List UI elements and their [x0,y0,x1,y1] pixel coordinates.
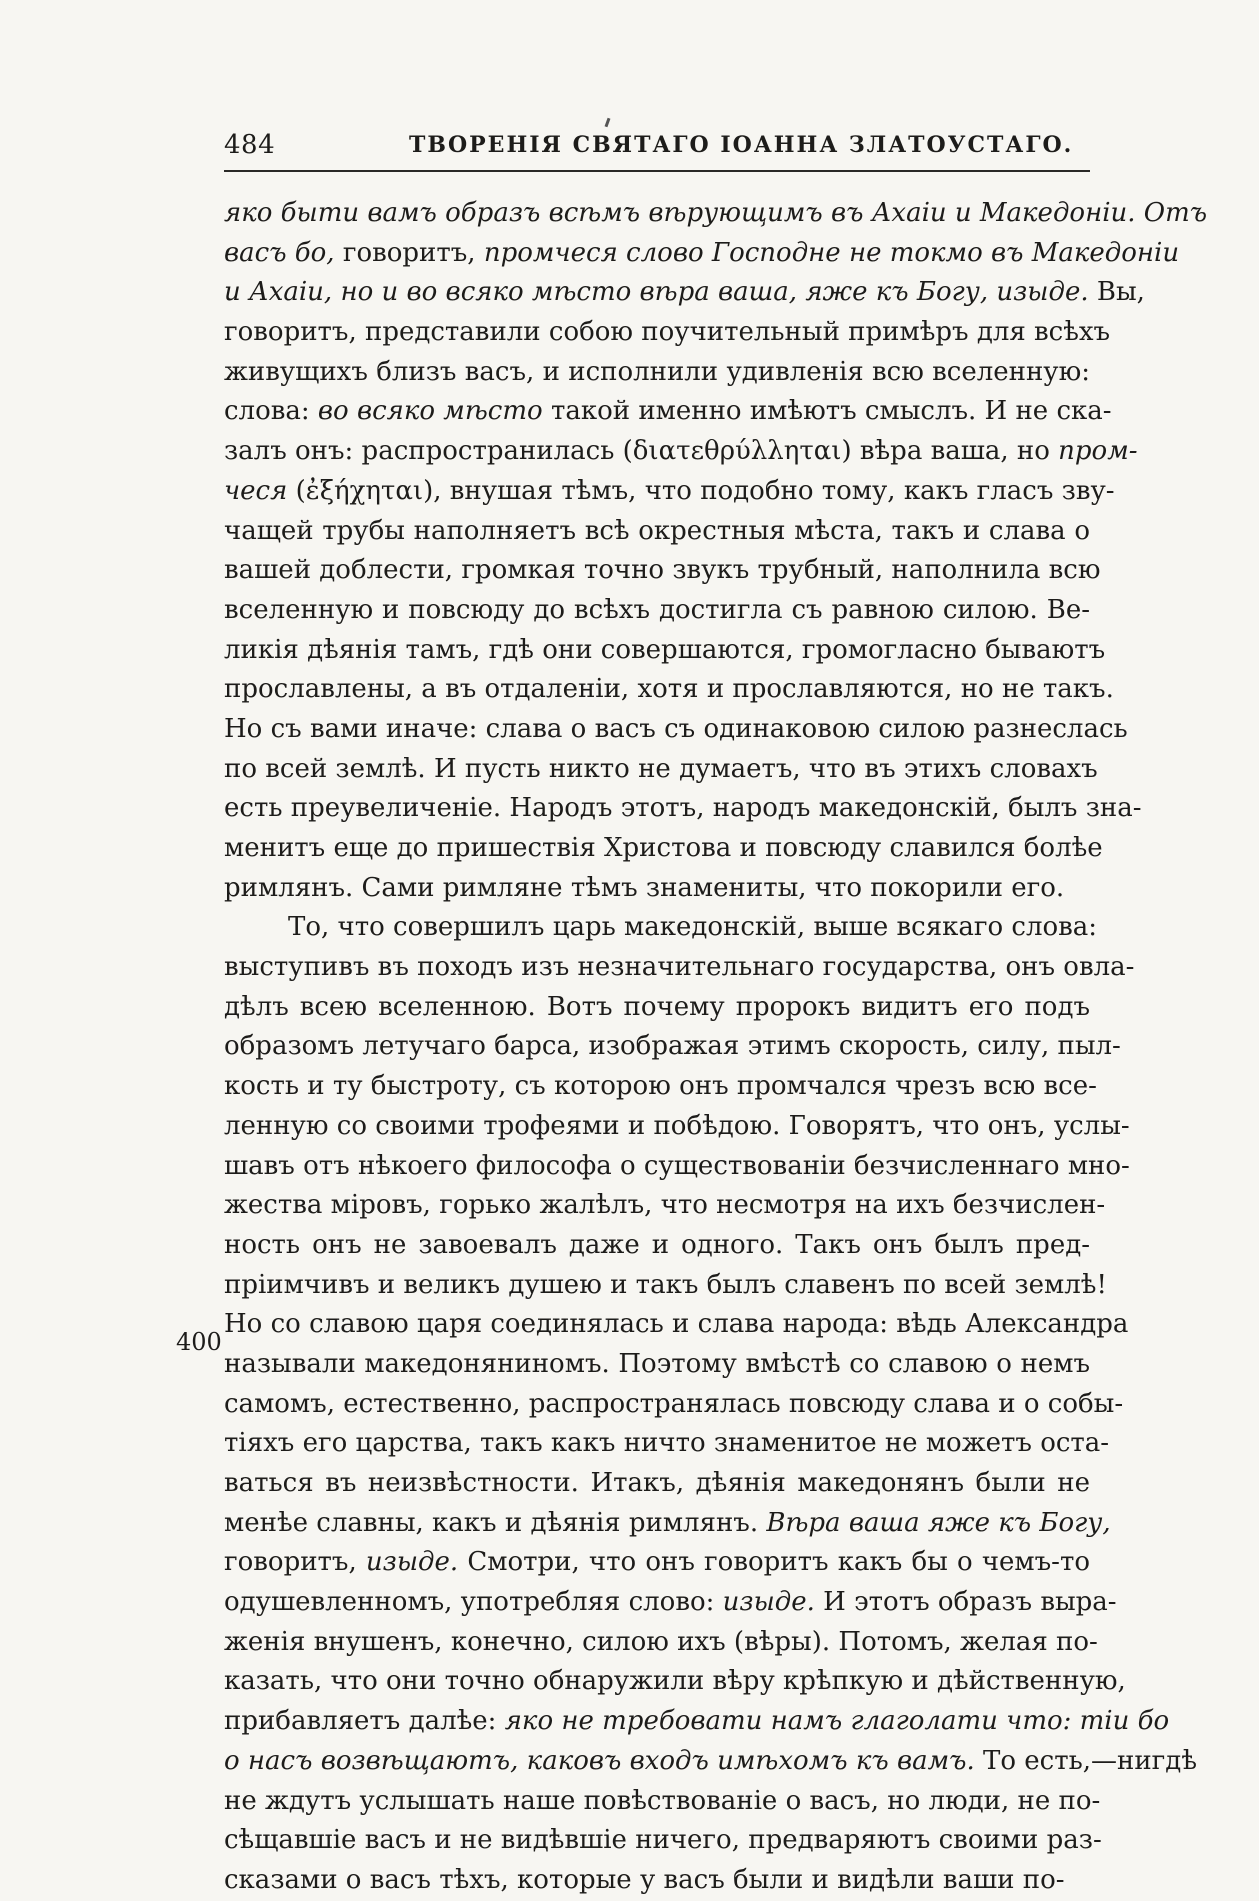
italic-quote: о насъ возвѣщаютъ, каковъ входъ имѣхомъ къ вамъ. [224,1745,975,1776]
italic-quote: васъ бо, [224,237,335,268]
body-text [224,194,1208,1901]
text-line [224,789,1142,829]
text-line [224,1821,1102,1861]
text-line [224,1424,1110,1464]
text-run: сказами о васъ тѣхъ, которые у васъ были и видѣли ваши по- [224,1864,1065,1895]
text-line [224,1583,1117,1623]
text-line [224,631,1106,671]
text-line [224,1702,1170,1742]
text-run: И этотъ образъ выра- [814,1587,1117,1618]
italic-quote: чеся [224,475,288,506]
text-line [224,273,1145,313]
text-line [224,392,1112,432]
text-run: живущихъ близъ васъ, и исполнили удивленія всю вселенную: [224,356,1090,387]
text-line [224,1742,1197,1782]
italic-quote: яко не требовати намъ глаголати что: тіи бо [504,1706,1170,1737]
text-line [224,234,1180,274]
text-run: кость и ту быстроту, съ которою онъ промчался чрезъ всю все- [224,1071,1097,1102]
italic-quote: изыде. [365,1547,459,1578]
italic-quote: изыде. [722,1587,815,1618]
running-title: ТВОРЕНІЯ СВЯТАГО ІОАННА ЗЛАТОУСТАГО. [409,132,1074,158]
text-line [224,1186,1106,1226]
text-run: прославлены, а въ отдаленіи, хотя и прославляются, но не такъ. [224,674,1114,705]
text-run: То, что совершилъ царь македонскій, выше всякаго слова: [288,912,1098,943]
text-run: говоритъ, [334,237,484,268]
text-run: ликія дѣянія тамъ, гдѣ они совершаются, громогласно бываютъ [224,634,1106,665]
text-line [224,1147,1130,1187]
text-run: по всей землѣ. И пусть никто не думаетъ, что въ этихъ словахъ [224,753,1098,784]
text-run: ность онъ не завоевалъ даже и одного. Такъ онъ былъ пред- [224,1229,1090,1260]
page-header [224,130,1090,166]
text-line [224,1543,1090,1583]
page-number: 484 [224,130,276,160]
text-run: вашей доблести, громкая точно звукъ трубный, наполнила всю [224,555,1101,586]
text-run: слова: [224,396,318,427]
text-run: называли македоняниномъ. Поэтому вмѣстѣ со славою о немъ [224,1348,1090,1379]
text-line [224,1464,1090,1504]
text-run: (ἐξήχηται), внушая тѣмъ, что подобно тому, какъ гласъ зву- [287,475,1115,506]
text-run: жества міровъ, горько жалѣлъ, что несмотря на ихъ безчислен- [224,1190,1106,1221]
text-line [224,313,1111,353]
text-line [224,194,1208,234]
italic-quote: Вѣра ваша яже къ Богу, [766,1507,1111,1538]
text-line [224,869,1090,909]
text-line [224,750,1098,790]
italic-quote: промчеся слово Господне не токмо въ Македоніи [483,237,1180,268]
text-run: Вы, [1088,277,1145,308]
text-run: одушевленномъ, употребляя слово: [224,1587,723,1618]
text-run: Но со славою царя соединялась и слава народа: вѣдь Александра [224,1309,1129,1340]
text-run: казать, что они точно обнаружили вѣру крѣпкую и дѣйственную, [224,1666,1126,1697]
text-run: не ждутъ услышать наше повѣствованіе о васъ, но люди, не по- [224,1785,1101,1816]
text-run: говоритъ, [224,1547,366,1578]
text-run: тіяхъ его царства, такъ какъ ничто знаменитое не можетъ оста- [224,1428,1110,1459]
text-line [224,670,1114,710]
text-line [224,948,1135,988]
text-run: образомъ летучаго барса, изображая этимъ скорость, силу, пыл- [224,1031,1121,1062]
text-line [224,551,1101,591]
print-speck [605,118,611,127]
text-line [224,1662,1126,1702]
text-run: выступивъ въ походъ изъ незначительнаго государства, онъ овла- [224,952,1135,983]
italic-quote: и Ахаіи, но и во всяко мѣсто вѣра ваша, яже къ Богу, изыде. [224,277,1089,308]
italic-quote: во всяко мѣсто [317,396,543,427]
text-run: То есть,—нигдѣ [974,1745,1197,1776]
text-run: римлянъ. Сами римляне тѣмъ знамениты, что покорили его. [224,872,1065,903]
text-line [224,1385,1124,1425]
header-rule [224,170,1090,172]
text-line [224,1782,1101,1822]
text-line [224,472,1115,512]
text-line [224,1226,1090,1266]
text-run: чащей трубы наполняетъ всѣ окрестныя мѣста, такъ и слава о [224,515,1090,546]
text-run: Но съ вами иначе: слава о васъ съ одинаковою силою разнеслась [224,713,1128,744]
text-line [224,1266,1107,1306]
text-line [224,432,1138,472]
text-run: говоритъ, представили собою поучительный примѣръ для всѣхъ [224,317,1111,348]
text-run: такой именно имѣютъ смыслъ. И не ска- [542,396,1112,427]
text-line [224,1305,1129,1345]
text-run: самомъ, естественно, распространялась повсюду слава и о собы- [224,1388,1124,1419]
text-run: женія внушенъ, конечно, силою ихъ (вѣры). Потомъ, желая по- [224,1626,1098,1657]
italic-quote: пром- [1058,436,1138,467]
text-run: менитъ еще до пришествія Христова и повсюду славился болѣе [224,833,1103,863]
text-line [224,1623,1098,1663]
text-run: вселенную и повсюду до всѣхъ достигла съ равною силою. Ве- [224,594,1090,625]
text-line [224,1027,1121,1067]
text-line [224,512,1090,552]
margin-line-number: 400 [176,1328,222,1356]
text-line [224,710,1128,750]
text-run: Смотри, что онъ говоритъ какъ бы о чемъ-то [458,1547,1090,1578]
text-line [224,1345,1090,1385]
text-line [224,1107,1130,1147]
text-run: прибавляетъ далѣе: [224,1706,505,1737]
text-run: ленную со своими трофеями и побѣдою. Говорятъ, что онъ, услы- [224,1110,1130,1141]
text-run: дѣлъ всею вселенною. Вотъ почему пророкъ видитъ его подъ [224,991,1090,1022]
text-line [224,1067,1097,1107]
text-line [224,829,1103,869]
text-line [224,1504,1111,1544]
text-line [224,1861,1090,1901]
text-run: пріимчивъ и великъ душею и такъ былъ славенъ по всей землѣ! [224,1269,1107,1300]
text-line [224,591,1090,631]
text-run: залъ онъ: распространилась (διατεθρύλληται) вѣра ваша, но [224,436,1059,467]
text-line [224,908,1098,948]
text-run: есть преувеличеніе. Народъ этотъ, народъ македонскій, былъ зна- [224,793,1142,824]
text-run: менѣе славны, какъ и дѣянія римлянъ. [224,1507,767,1538]
text-run: ваться въ неизвѣстности. Итакъ, дѣянія македонянъ были не [224,1468,1090,1498]
text-run: сѣщавшіе васъ и не видѣвшіе ничего, предваряютъ своими раз- [224,1825,1102,1856]
italic-quote: яко быти вамъ образъ всѣмъ вѣрующимъ въ Ахаіи и Македоніи. Отъ [224,198,1208,228]
text-line [224,988,1090,1028]
text-line [224,353,1090,393]
text-run: шавъ отъ нѣкоего философа о существованіи безчисленнаго мно- [224,1150,1130,1181]
